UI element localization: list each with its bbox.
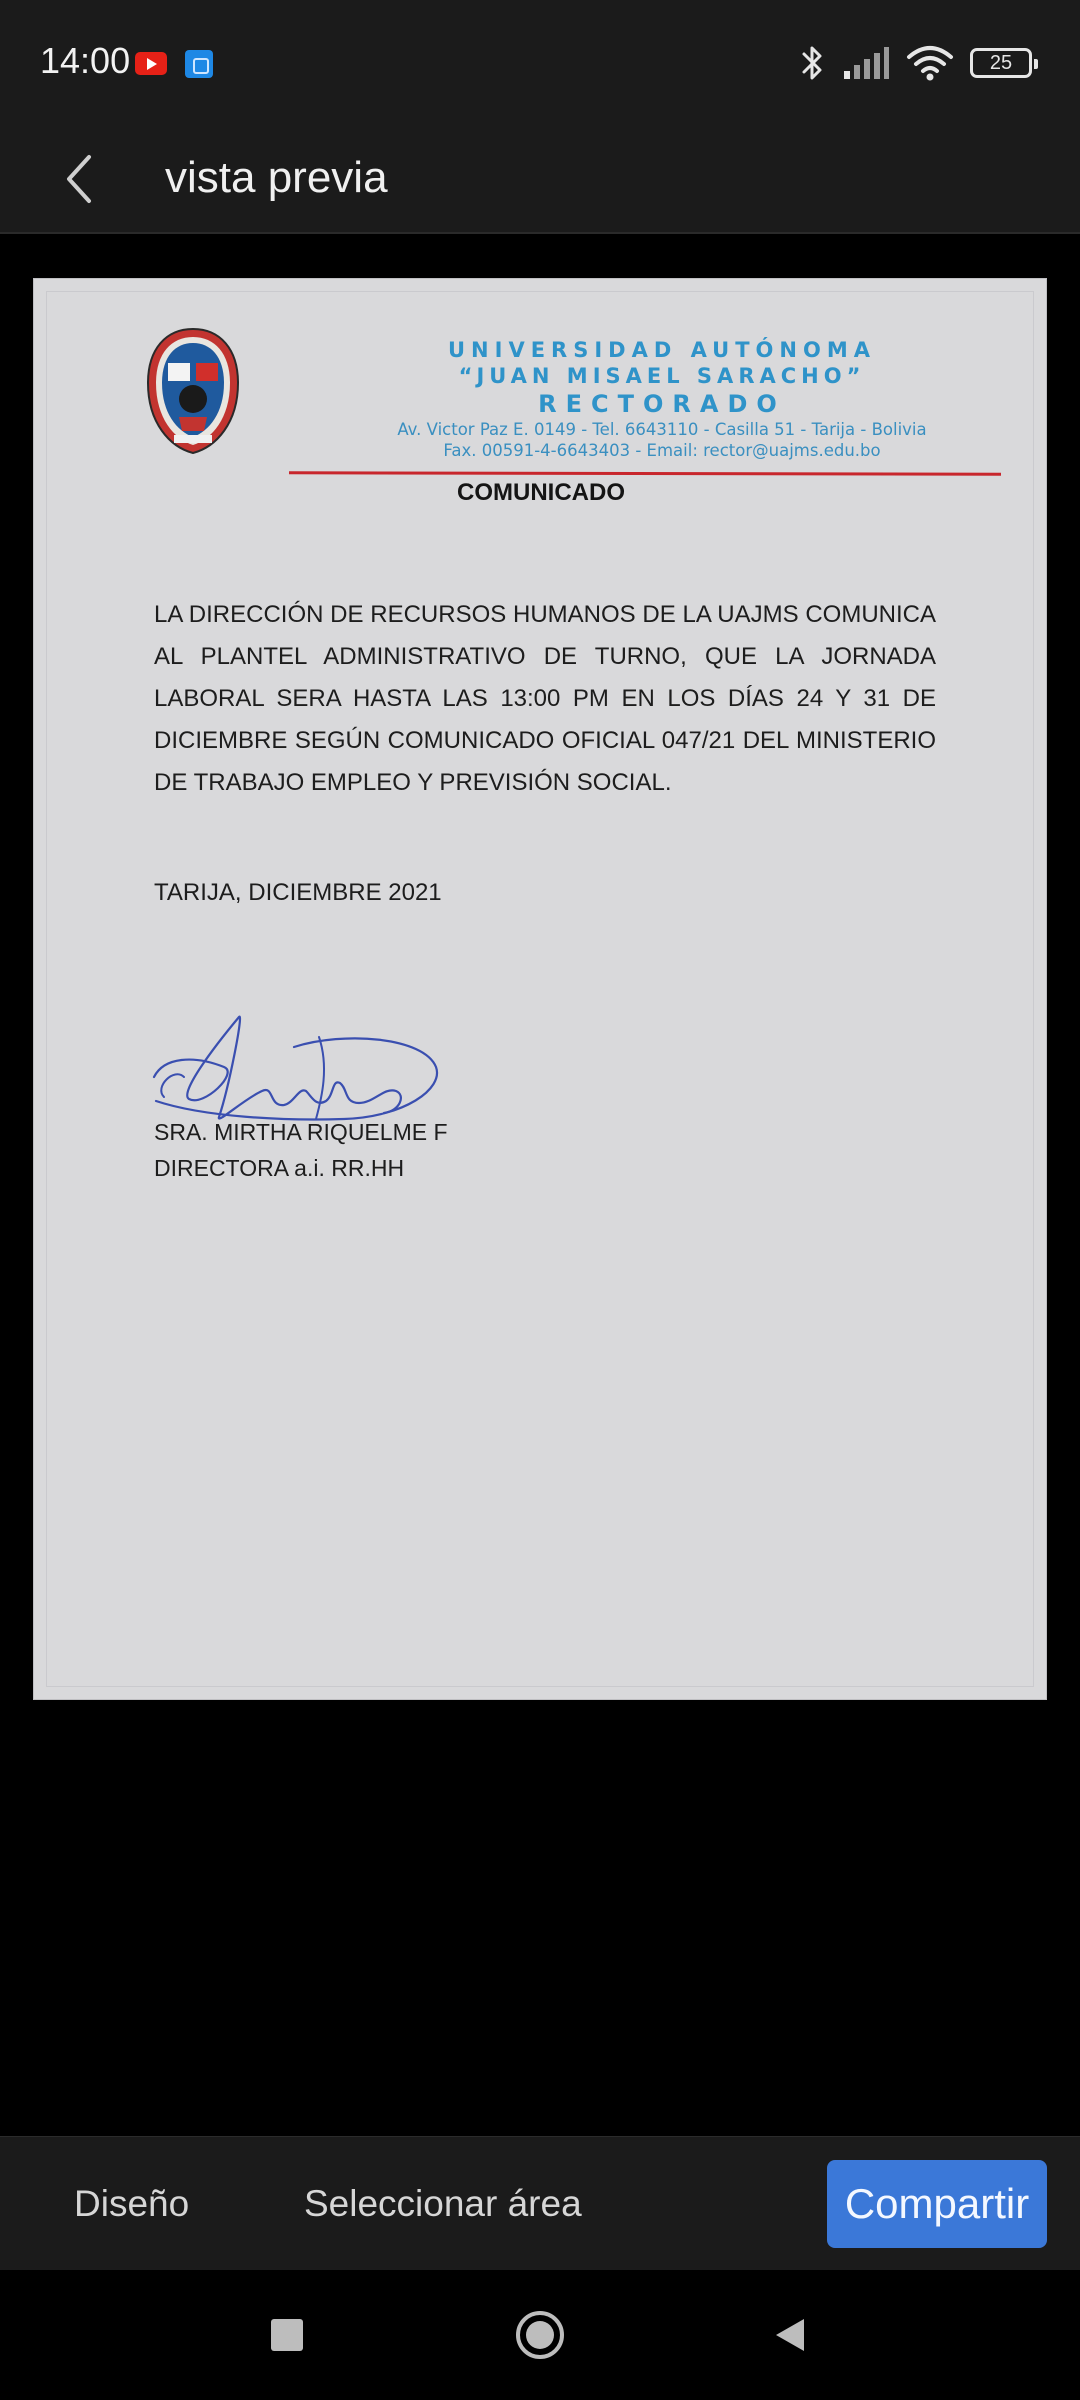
system-navigation-bar bbox=[0, 2270, 1080, 2400]
page-title: vista previa bbox=[165, 153, 388, 202]
triangle-back-icon bbox=[770, 2315, 810, 2355]
university-seal-icon bbox=[146, 327, 240, 455]
diseno-button[interactable]: Diseño bbox=[74, 2169, 189, 2239]
seleccionar-area-button[interactable]: Seleccionar área bbox=[304, 2169, 582, 2239]
battery-icon bbox=[970, 48, 1032, 78]
bottom-toolbar bbox=[0, 2136, 1080, 2270]
signer-title: DIRECTORA a.i. RR.HH bbox=[154, 1155, 405, 1181]
letterhead-address: Av. Victor Paz E. 0149 - Tel. 6643110 - Casilla 51 - Tarija - Bolivia bbox=[397, 420, 927, 439]
wifi-icon bbox=[906, 44, 954, 82]
document-heading: COMUNICADO bbox=[457, 479, 625, 506]
signer-name: SRA. MIRTHA RIQUELME F bbox=[154, 1119, 448, 1145]
letterhead-name: “JUAN MISAEL SARACHO” bbox=[458, 364, 866, 388]
letterhead bbox=[334, 337, 990, 461]
document-page bbox=[33, 278, 1047, 1700]
letterhead-office: RECTORADO bbox=[538, 390, 786, 418]
status-icons bbox=[800, 38, 1032, 88]
status-bar bbox=[0, 0, 1080, 122]
document-body: LA DIRECCIÓN DE RECURSOS HUMANOS DE LA UAJMS COMUNICA AL PLANTEL ADMINISTRATIVO DE TURNO, QUE LA JORNADA LABORAL SERA HASTA LAS 13:00 PM EN LOS DÍAS 24 Y 31 DE DICIEMBRE SEGÚN COMUNICADO OFICIAL 047/21 DEL MINISTERIO DE TRABAJO EMPLEO Y PREVISIÓN SOCIAL. bbox=[154, 601, 936, 796]
chevron-left-icon bbox=[63, 153, 95, 205]
recents-button[interactable] bbox=[252, 2300, 322, 2370]
home-circle-icon bbox=[514, 2309, 566, 2361]
back-button[interactable] bbox=[44, 144, 114, 214]
bluetooth-icon bbox=[800, 43, 826, 83]
square-icon bbox=[269, 2317, 305, 2353]
battery-level: 25 bbox=[989, 51, 1013, 74]
app-notification-icon bbox=[185, 50, 213, 78]
document-date: TARIJA, DICIEMBRE 2021 bbox=[154, 879, 442, 906]
status-time: 14:00 bbox=[40, 40, 131, 81]
letterhead-university: UNIVERSIDAD AUTÓNOMA bbox=[448, 338, 876, 362]
back-nav-button[interactable] bbox=[755, 2300, 825, 2370]
letterhead-contact: Fax. 00591-4-6643403 - Email: rector@uajms.edu.bo bbox=[443, 441, 881, 460]
top-app-bar bbox=[0, 122, 1080, 234]
youtube-notification-icon bbox=[135, 52, 167, 75]
document-preview-area[interactable] bbox=[0, 236, 1080, 2136]
compartir-button[interactable]: Compartir bbox=[827, 2160, 1047, 2248]
home-button[interactable] bbox=[505, 2300, 575, 2370]
signal-icon bbox=[842, 45, 890, 81]
